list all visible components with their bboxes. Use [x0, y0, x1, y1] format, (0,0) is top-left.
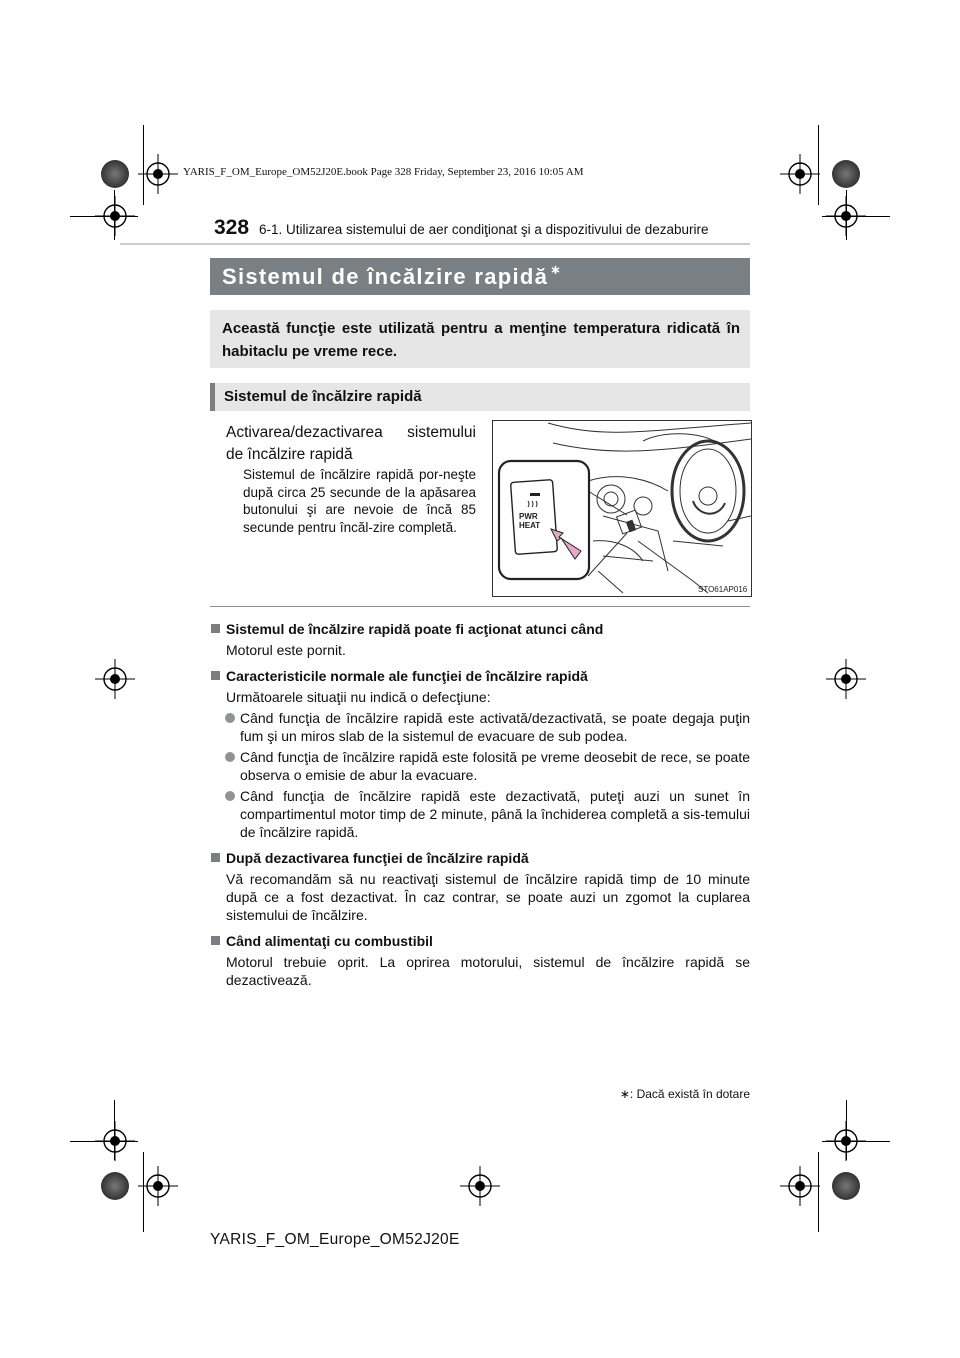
dashboard-illustration	[492, 420, 752, 597]
button-label-line1: PWR	[519, 512, 538, 521]
starburst-mark	[101, 1172, 129, 1200]
header-rule	[120, 243, 750, 245]
page-number: 328	[214, 216, 250, 239]
section-heading-bar	[210, 383, 750, 411]
intro-box	[210, 310, 750, 368]
square-bullet-icon	[211, 936, 220, 945]
starburst-mark	[101, 160, 129, 188]
note-heading-text: Caracteristicile normale ale funcţiei de încălzire rapidă	[226, 668, 588, 684]
note-heading-text: Când alimentaţi cu combustibil	[226, 933, 433, 949]
optional-marker: ∗	[550, 262, 563, 277]
notes-section	[210, 612, 750, 989]
crosshair-mark	[138, 1166, 178, 1206]
crosshair-mark	[138, 154, 178, 194]
function-label	[226, 422, 476, 466]
section-accent	[210, 383, 215, 411]
crosshair-mark	[826, 196, 866, 236]
footer-doc-id: YARIS_F_OM_Europe_OM52J20E	[210, 1231, 460, 1248]
round-bullet-icon	[225, 791, 235, 801]
note-text: Următoarele situaţii nu indică o defecţiune:	[226, 689, 491, 705]
bullet-text: Când funcţia de încălzire rapidă este folosită pe vreme deosebit de rece, se poate observa o emisie de abur la evacuare.	[240, 749, 750, 783]
note-text: Motorul trebuie oprit. La oprirea motorului, sistemul de încălzire rapidă se dezactivează.	[226, 954, 750, 988]
intro-text: Această funcţie este utilizată pentru a menţine temperatura ridicată în habitaclu pe vreme rece.	[222, 320, 740, 360]
note-heading	[210, 849, 750, 867]
round-bullet-icon	[225, 752, 235, 762]
starburst-mark	[832, 160, 860, 188]
illustration-code: STO61AP016	[698, 585, 748, 594]
square-bullet-icon	[211, 853, 220, 862]
function-label-line2: de încălzire rapidă	[226, 446, 353, 463]
crosshair-mark	[780, 1166, 820, 1206]
dashboard-drawing	[493, 421, 751, 596]
crosshair-mark	[460, 1166, 500, 1206]
note-heading-text: Sistemul de încălzire rapidă poate fi acţionat atunci când	[226, 621, 604, 637]
button-label-line2: HEAT	[519, 521, 541, 530]
section-heading: Sistemul de încălzire rapidă	[224, 388, 422, 405]
bullet-item	[210, 787, 750, 841]
function-description: Sistemul de încălzire rapidă por-neşte după circa 25 secunde de la apăsarea butonului şi are nevoie de încă 85 secunde pentru încăl-zire completă.	[243, 467, 476, 535]
crosshair-mark	[95, 1121, 135, 1161]
note-text: Vă recomandăm să nu reactivaţi sistemul de încălzire rapidă timp de 10 minute după ce a fost dezactivat. În caz contrar, se poate auzi un zgomot la cuplarea sistemului de încălzire.	[226, 871, 750, 923]
note-heading	[210, 667, 750, 685]
crosshair-mark	[780, 154, 820, 194]
note-text: Motorul este pornit.	[226, 642, 346, 658]
footnote	[600, 1087, 750, 1101]
footnote-text: : Dacă există în dotare	[629, 1087, 750, 1101]
starburst-mark	[832, 1172, 860, 1200]
crosshair-mark	[95, 659, 135, 699]
crosshair-mark	[95, 196, 135, 236]
note-heading-text: După dezactivarea funcţiei de încălzire rapidă	[226, 850, 529, 866]
bullet-item	[210, 709, 750, 745]
crosshair-mark	[826, 1121, 866, 1161]
book-info: YARIS_F_OM_Europe_OM52J20E.book Page 328 Friday, September 23, 2016 10:05 AM	[183, 166, 584, 178]
bullet-text: Când funcţia de încălzire rapidă este dezactivată, puteţi auzi un sunet în compartimentul motor timp de 2 minute, până la închiderea completă a sis-temului de încălzire rapidă.	[240, 788, 750, 840]
crosshair-mark	[826, 659, 866, 699]
separator-rule	[210, 606, 750, 607]
page-title	[222, 264, 562, 290]
page-title-text: Sistemul de încălzire rapidă	[222, 264, 549, 289]
square-bullet-icon	[211, 671, 220, 680]
note-heading	[210, 620, 750, 638]
bullet-text: Când funcţia de încălzire rapidă este activată/dezactivată, se poate degaja puţin fum şi un miros slab de la sistemul de evacuare de sub podea.	[240, 710, 750, 744]
round-bullet-icon	[225, 713, 235, 723]
function-label-line1: Activarea/dezactivarea sistemului	[226, 424, 476, 441]
note-heading	[210, 932, 750, 950]
chapter-title: 6-1. Utilizarea sistemului de aer condiţionat şi a dispozitivului de dezaburire	[259, 222, 709, 237]
title-bar	[210, 258, 750, 295]
square-bullet-icon	[211, 624, 220, 633]
bullet-item	[210, 748, 750, 784]
footnote-marker: ∗	[619, 1087, 630, 1101]
